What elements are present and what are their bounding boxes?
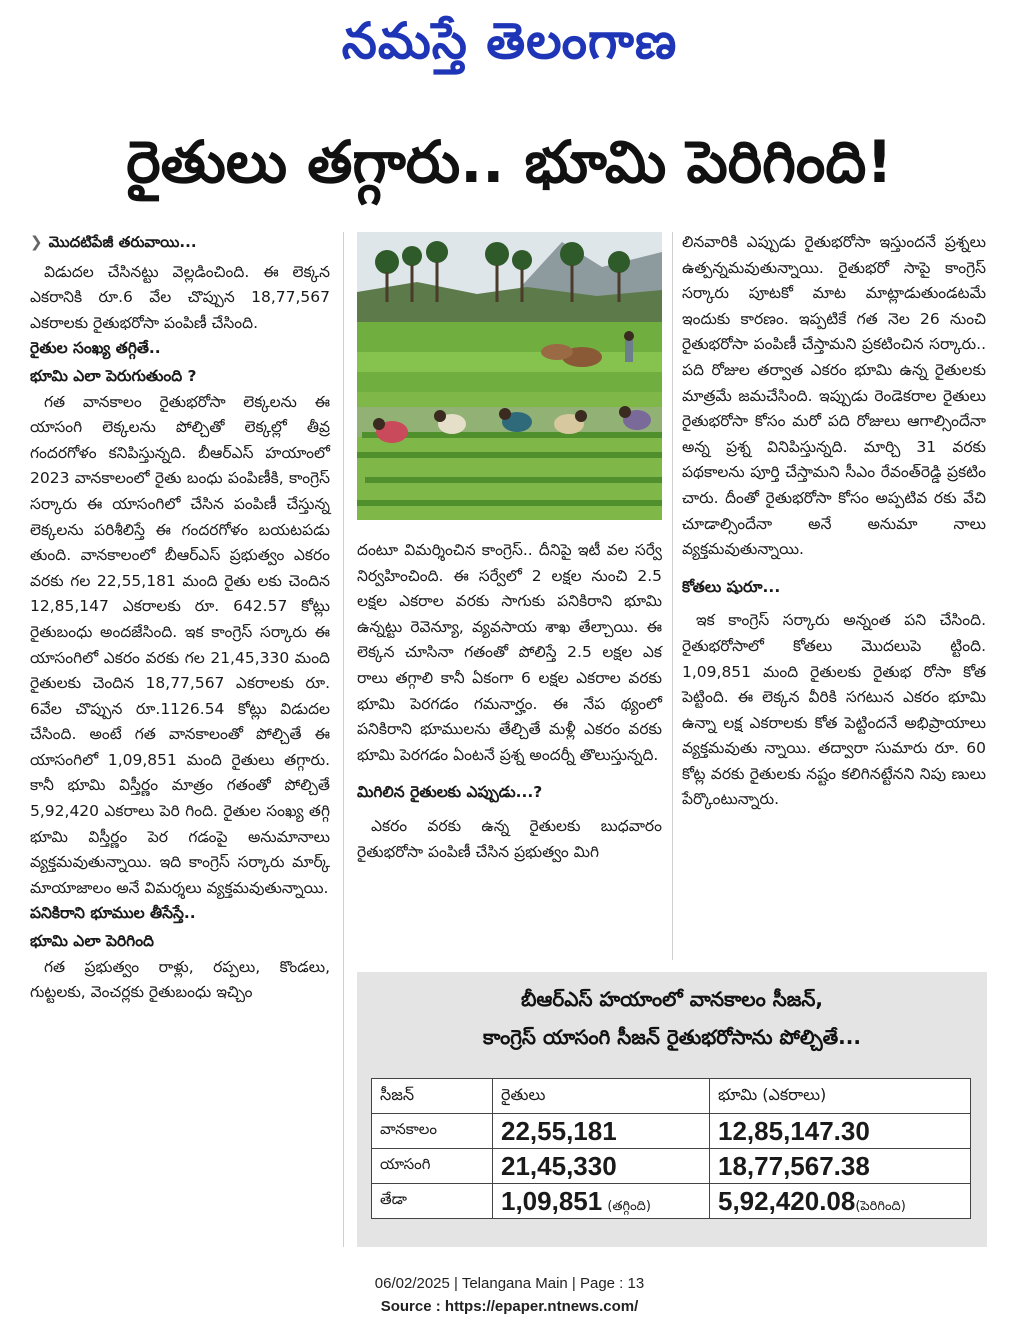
newspaper-masthead: నమస్తే తెలంగాణ [341, 12, 678, 70]
article-headline: రైతులు తగ్గారు.. భూమి పెరిగింది! [126, 128, 893, 196]
farmers-cell [493, 1149, 710, 1184]
paddy-field-illustration [357, 232, 662, 520]
paragraph: విడుదల చేసినట్టు వెల్లడించింది. ఈ లెక్కన ఎకరానికి రూ.6 వేల చొప్పున 18,77,567 ఎకరాలకు రైతుభరోసా పంపిణీ చేసింది. [30, 262, 330, 332]
subheading: పనికిరాని భూముల తీసేస్తే.. [30, 904, 196, 923]
article-column-3 [682, 230, 986, 813]
season-cell: తేడా [372, 1184, 493, 1219]
subheading: రైతుల సంఖ్య తగ్గితే.. [30, 339, 161, 358]
comparison-title-line: బీఆర్ఎస్ హయాంలో వానకాలం సీజన్, [520, 987, 824, 1011]
column-header: సీజన్ [372, 1079, 493, 1114]
page-footer [0, 1272, 1019, 1318]
paragraph: ఎకరం వరకు ఉన్న రైతులకు బుధవారం రైతుభరోసా పంపిణీ చేసిన ప్రభుత్వం మిగి [357, 816, 662, 861]
comparison-title [357, 980, 987, 1056]
paragraph: ఇక కాంగ్రెస్ సర్కారు అన్నంత పని చేసింది. రైతుభరోసాలో కోతలు మొదలుపె ట్టింది. 1,09,851 మంది రైతులకు రైతుభ రోసా కోత పెట్టింది. ఈ లెక్కన వీరికి సగటున ఎకరం భూమి ఉన్నా లక్ష ఎకరాలకు కోత పెట్టిందనే అభిప్రాయాలు వ్యక్తమవుతు న్నాయి. తద్వారా సుమారు రూ. 60 కోట్ల వరకు రైతులకు నష్టం కలిగినట్టేనని నిపు ణులు పేర్కొంటున్నారు. [682, 611, 986, 809]
farmers-value: 21,45,330 [501, 1150, 617, 1181]
paragraph: లినవారికి ఎప్పుడు రైతుభరోసా ఇస్తుందనే ప్రశ్నలు ఉత్పన్నమవుతున్నాయి. రైతుభరో సాపై కాంగ్రెస్ సర్కారు పూటకో మాట మాట్లాడుతుండటమే ఇందుకు కారణం. ఇప్పటికే గత నెల 26 నుంచి రైతుభరోసా పంపిణీ చేస్తామని ప్రకటించిన సర్కారు.. పది రోజుల తర్వాత ఎకరం భూమి ఉన్న రైతులకు మాత్రమే జమచేసింది. ఇప్పుడు రెండెకరాల రైతులు రైతుభరోసా కోసం మరో పది రోజులు ఆగాల్సిందేనా అన్న ప్రశ్న వినిపిస్తున్నది. మార్చి 31 వరకు పథకాలను పూర్తి చేస్తామని సీఎం రేవంత్‌రెడ్డి ప్రకటిం చారు. దీంతో రైతుభరోసా కోసం అప్పటివ రకు వేచి చూడాల్సిందేనా అనే అనుమా నాలు వ్యక్తమవుతున్నాయి. [682, 233, 986, 559]
table-row [372, 1184, 971, 1219]
subheading: భూమి ఎలా పెరిగింది [30, 932, 154, 951]
farmers-note: (తగ్గింది) [607, 1198, 651, 1214]
season-cell: యాసంగి [372, 1149, 493, 1184]
table-row [372, 1114, 971, 1149]
land-cell [710, 1184, 971, 1219]
paragraph: గత ప్రభుత్వం రాళ్లు, రప్పలు, కొండలు, గుట్టలకు, వెంచర్లకు రైతుబంధు ఇచ్చిం [30, 957, 330, 1002]
column-divider [672, 232, 673, 960]
subheading: భూమి ఎలా పెరుగుతుంది ? [30, 366, 197, 385]
land-cell [710, 1149, 971, 1184]
chevron-right-icon: ❯ [30, 233, 43, 251]
paragraph: దంటూ విమర్శించిన కాంగ్రెస్.. దీనిపై ఇటీ వల సర్వే నిర్వహించింది. ఈ సర్వేలో 2 లక్షల నుంచి 2.5 లక్షల ఎకరాల వరకు సాగుకు పనికిరాని భూమి ఉన్నట్టు రెవెన్యూ, వ్యవసాయ శాఖ తేల్చాయి. ఈ లెక్కన చూసినా గతంతో పోలిస్తే 2.5 లక్షల ఎక రాలు తగ్గాలి కానీ ఏకంగా 6 లక్షల ఎకరాల వరకు భూమి పెరగడం గమనార్హం. ఈ నేప థ్యంలో పనికిరాని భూములను తేల్చితే మళ్లీ ఎకరం వరకు భూమి పెరగడం ఏంటనే ప్రశ్న అందర్నీ తొలుస్తున్నది. [357, 541, 662, 764]
article-column-2 [357, 538, 662, 865]
column-header: భూమి (ఎకరాలు) [710, 1079, 971, 1114]
subheading: కోతలు షురూ... [682, 577, 781, 596]
land-value: 18,77,567.38 [718, 1150, 870, 1181]
farmers-cell [493, 1184, 710, 1219]
kicker-text: మొదటిపేజీ తరువాయి... [48, 233, 197, 251]
farmers-cell [493, 1114, 710, 1149]
continuation-kicker [30, 230, 330, 256]
land-cell [710, 1114, 971, 1149]
land-value: 12,85,147.30 [718, 1115, 870, 1146]
column-header: రైతులు [493, 1079, 710, 1114]
edition-info: 06/02/2025 | Telangana Main | Page : 13 [374, 1275, 645, 1292]
farm-field-photo [357, 232, 662, 520]
farmers-value: 1,09,851 [501, 1185, 603, 1216]
comparison-title-line: కాంగ్రెస్ యాసంగి సీజన్ రైతుభరోసాను పోల్చితే... [483, 1025, 861, 1049]
article-column-1 [30, 230, 330, 1006]
table-header-row [372, 1079, 971, 1114]
comparison-table [371, 1078, 971, 1219]
column-divider [343, 232, 344, 1247]
land-note: (పెరిగింది) [855, 1198, 906, 1214]
season-cell: వానకాలం [372, 1114, 493, 1149]
subheading: మిగిలిన రైతులకు ఎప్పుడు...? [357, 783, 543, 802]
farmers-value: 22,55,181 [501, 1115, 617, 1146]
comparison-box [357, 972, 987, 1247]
land-value: 5,92,420.08 [718, 1185, 856, 1216]
table-row [372, 1149, 971, 1184]
paragraph: గత వానకాలం రైతుభరోసా లెక్కలను ఈ యాసంగి లెక్కలను పోల్చితో లెక్కల్లో తీవ్ర గందరగోళం కనిపిస్తున్నది. బీఆర్ఎస్ హయాంలో 2023 వానకాలంలో రైతు బంధు పంపిణీకి, కాంగ్రెస్ సర్కారు ఈ యాసంగిలో చేసిన పంపిణీ చేస్తున్న లెక్కలను పరిశీలిస్తే ఈ గందరగోళం బయటపడు తుంది. వానకాలంలో బీఆర్ఎస్ ప్రభుత్వం ఎకరం వరకు గల 22,55,181 మంది రైతు లకు చెందిన 12,85,147 ఎకరాలకు రూ. 642.57 కోట్లు రైతుబంధు అందజేసింది. ఇక కాంగ్రెస్ సర్కారు ఈ యాసంగిలో ఎకరం వరకు గల 21,45,330 మంది రైతులకు చెందిన 18,77,567 ఎకరాలకు రూ. 6వేల చొప్పున రూ.1126.54 కోట్లు విడుదల చేసింది. అంటే గత వానకాలంతో పోల్చితే ఈ యాసంగిలో 1,09,851 మంది రైతులు తగ్గారు. కానీ భూమి విస్తీర్ణం మాత్రం గతంతో పోల్చితే 5,92,420 ఎకరాలు పెరి గింది. రైతుల సంఖ్య తగ్గి భూమి విస్తీర్ణం పెర గడంపై అనుమానాలు వ్యక్తమవుతున్నాయి. ఇది కాంగ్రెస్ సర్కారు మార్క్ మాయాజాలం అనే విమర్శలు వ్యక్తమవుతున్నాయి. [30, 392, 330, 897]
source-link[interactable]: Source : https://epaper.ntnews.com/ [380, 1298, 639, 1315]
